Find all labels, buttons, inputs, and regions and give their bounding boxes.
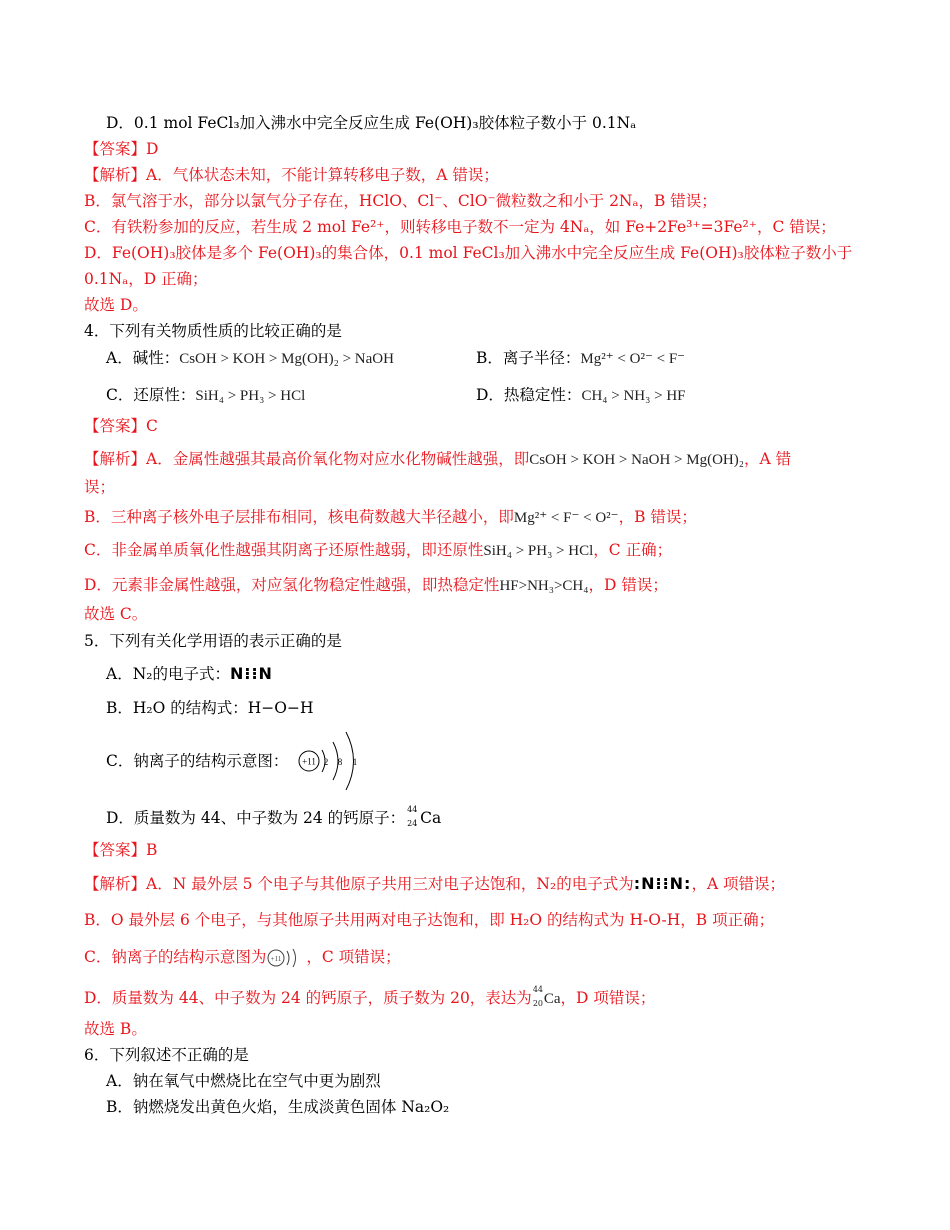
text: D．元素非金属性越强，对应氢化物稳定性越强，即热稳定性 bbox=[84, 576, 500, 594]
formula: SiH₄ > PH₃ > HCl bbox=[195, 388, 306, 404]
explanation-line bbox=[84, 540, 672, 561]
question-6 bbox=[84, 1045, 249, 1065]
q5-option-b bbox=[106, 698, 313, 718]
explanation-line bbox=[84, 575, 668, 596]
formula: CsOH > KOH > NaOH > Mg(OH)₂ bbox=[529, 452, 744, 468]
mini-arc-2 bbox=[293, 949, 296, 967]
text: ，B 错误； bbox=[618, 508, 697, 526]
conclusion-line bbox=[84, 295, 148, 315]
nuclide-scripts bbox=[405, 805, 419, 830]
formula: Mg²⁺ < F⁻ < O²⁻ bbox=[513, 510, 619, 526]
tag: 【解析】 bbox=[84, 450, 147, 468]
nuclide-scripts bbox=[532, 985, 544, 1010]
explanation-line bbox=[84, 269, 208, 289]
q4-option-c bbox=[106, 385, 305, 406]
text: D．Fe(OH)₃胶体是多个 Fe(OH)₃的集合体，0.1 mol FeCl₃加入沸水中完全反应生成 Fe(OH)₃胶体粒子数小于 bbox=[84, 244, 853, 262]
text: B．三种离子核外电子层排布相同，核电荷数越大半径越小，即 bbox=[84, 508, 514, 526]
formula: CsOH > KOH > Mg(OH)₂ > NaOH bbox=[179, 351, 394, 367]
text: ，D 项错误； bbox=[560, 989, 656, 1007]
explanation-line bbox=[84, 243, 852, 263]
mini-diagram-svg bbox=[266, 947, 306, 969]
q5-option-d bbox=[106, 805, 442, 830]
atomic-number: 20 bbox=[532, 999, 543, 1008]
text: 【答案】D bbox=[84, 140, 159, 158]
explanation-line bbox=[84, 477, 115, 497]
element-symbol: Ca bbox=[420, 809, 442, 827]
text: 【答案】C bbox=[84, 417, 158, 435]
label: D．质量数为 44、中子数为 24 的钙原子： bbox=[106, 809, 406, 827]
text: 故选 D。 bbox=[84, 296, 148, 314]
text: B．钠燃烧发出黄色火焰，生成淡黄色固体 Na₂O₂ bbox=[106, 1098, 450, 1116]
explanation-line bbox=[84, 217, 836, 237]
question-5 bbox=[84, 631, 342, 651]
formula: SiH₄ > PH₃ > HCl bbox=[483, 543, 594, 559]
answer-line bbox=[84, 840, 157, 860]
q4-option-a bbox=[106, 348, 394, 369]
electron-formula: N⁝⁝N bbox=[229, 664, 273, 683]
element-symbol: Ca bbox=[543, 991, 561, 1007]
explanation-line bbox=[84, 191, 717, 211]
conclusion-line bbox=[84, 1019, 147, 1039]
shell-1-count: 2 bbox=[323, 757, 329, 767]
conclusion-line bbox=[84, 604, 147, 624]
text: 0.1Nₐ，D 正确； bbox=[84, 270, 208, 288]
label: C．钠离子的结构示意图： bbox=[106, 752, 289, 770]
sodium-ion-diagram bbox=[296, 728, 368, 794]
atomic-number: 24 bbox=[407, 819, 418, 828]
shell-3-count: 1 bbox=[352, 757, 358, 767]
text: 【答案】B bbox=[84, 841, 158, 859]
label: A．碱性： bbox=[106, 349, 180, 367]
text: D．0.1 mol FeCl₃加入沸水中完全反应生成 Fe(OH)₃胶体粒子数小于 0.1Nₐ bbox=[106, 114, 637, 132]
q6-option-b bbox=[106, 1097, 449, 1117]
q6-option-a bbox=[106, 1071, 381, 1091]
text: 故选 B。 bbox=[84, 1020, 147, 1038]
formula: HF>NH₃>CH₄ bbox=[499, 578, 589, 594]
structure-diagram-svg bbox=[296, 728, 368, 794]
explanation-line bbox=[84, 165, 499, 185]
explanation-line bbox=[84, 947, 401, 969]
label: D．热稳定性： bbox=[476, 386, 582, 404]
formula: Mg²⁺ < O²⁻ < F⁻ bbox=[580, 351, 686, 367]
text: 故选 C。 bbox=[84, 605, 148, 623]
text: D．质量数为 44、中子数为 24 的钙原子，质子数为 20，表达为 bbox=[84, 989, 532, 1007]
text: ，D 错误； bbox=[588, 576, 668, 594]
answer-line bbox=[84, 139, 158, 159]
text: 6．下列叙述不正确的是 bbox=[84, 1046, 249, 1064]
explanation-line bbox=[84, 507, 697, 528]
text: A．N 最外层 5 个电子与其他原子共用三对电子达饱和，N₂的电子式为 bbox=[146, 875, 634, 893]
mini-arc-1 bbox=[287, 951, 289, 965]
text: ，A 项错误； bbox=[691, 875, 786, 893]
explanation-line bbox=[84, 449, 791, 470]
mass-number: 44 bbox=[407, 805, 418, 814]
text: B．H₂O 的结构式：H−O−H bbox=[106, 699, 314, 717]
mass-number: 44 bbox=[532, 985, 543, 994]
nucleus-label: +11 bbox=[302, 756, 316, 767]
text: C．钠离子的结构示意图为 bbox=[84, 948, 267, 966]
sodium-ion-mini-diagram bbox=[266, 947, 306, 969]
answer-line bbox=[84, 416, 158, 436]
question-4 bbox=[84, 321, 342, 341]
text: ，A 错 bbox=[743, 450, 792, 468]
text: ，C 正确； bbox=[593, 541, 673, 559]
text: B．氯气溶于水，部分以氯气分子存在，HClO、Cl⁻、ClO⁻微粒数之和小于 2Nₐ，B 错误； bbox=[84, 192, 717, 210]
label: B．离子半径： bbox=[476, 349, 581, 367]
option-d-line bbox=[106, 113, 636, 133]
electron-formula: :N⁝⁝N: bbox=[633, 874, 692, 893]
text: A．金属性越强其最高价氧化物对应水化物碱性越强，即 bbox=[146, 450, 530, 468]
q4-option-d bbox=[476, 385, 686, 406]
text: A．钠在氧气中燃烧比在空气中更为剧烈 bbox=[106, 1072, 381, 1090]
tag: 【解析】 bbox=[84, 166, 147, 184]
shell-2-count: 8 bbox=[337, 757, 343, 767]
text: C．有铁粉参加的反应，若生成 2 mol Fe²⁺，则转移电子数不一定为 4Nₐ，如 Fe+2Fe³⁺=3Fe²⁺，C 错误； bbox=[84, 218, 836, 236]
explanation-line bbox=[84, 985, 656, 1010]
q4-option-b bbox=[476, 348, 685, 369]
explanation-line bbox=[84, 910, 774, 930]
text: 误； bbox=[84, 478, 116, 496]
formula: CH₄ > NH₃ > HF bbox=[581, 388, 686, 404]
label: C．还原性： bbox=[106, 386, 196, 404]
text: 5．下列有关化学用语的表示正确的是 bbox=[84, 632, 342, 650]
q5-option-c bbox=[106, 751, 288, 771]
text: B．O 最外层 6 个电子，与其他原子共用两对电子达饱和，即 H₂O 的结构式为 H-O-H，B 项正确； bbox=[84, 911, 775, 929]
text: ，C 项错误； bbox=[306, 948, 401, 966]
text: 4．下列有关物质性质的比较正确的是 bbox=[84, 322, 342, 340]
q5-option-a bbox=[106, 664, 273, 684]
mini-nucleus-label: +11 bbox=[271, 955, 282, 963]
text: C．非金属单质氧化性越强其阴离子还原性越弱，即还原性 bbox=[84, 541, 484, 559]
tag: 【解析】 bbox=[84, 875, 147, 893]
label: A．N₂的电子式： bbox=[106, 665, 230, 683]
text: A．气体状态未知，不能计算转移电子数，A 错误； bbox=[146, 166, 499, 184]
explanation-line bbox=[84, 874, 785, 894]
